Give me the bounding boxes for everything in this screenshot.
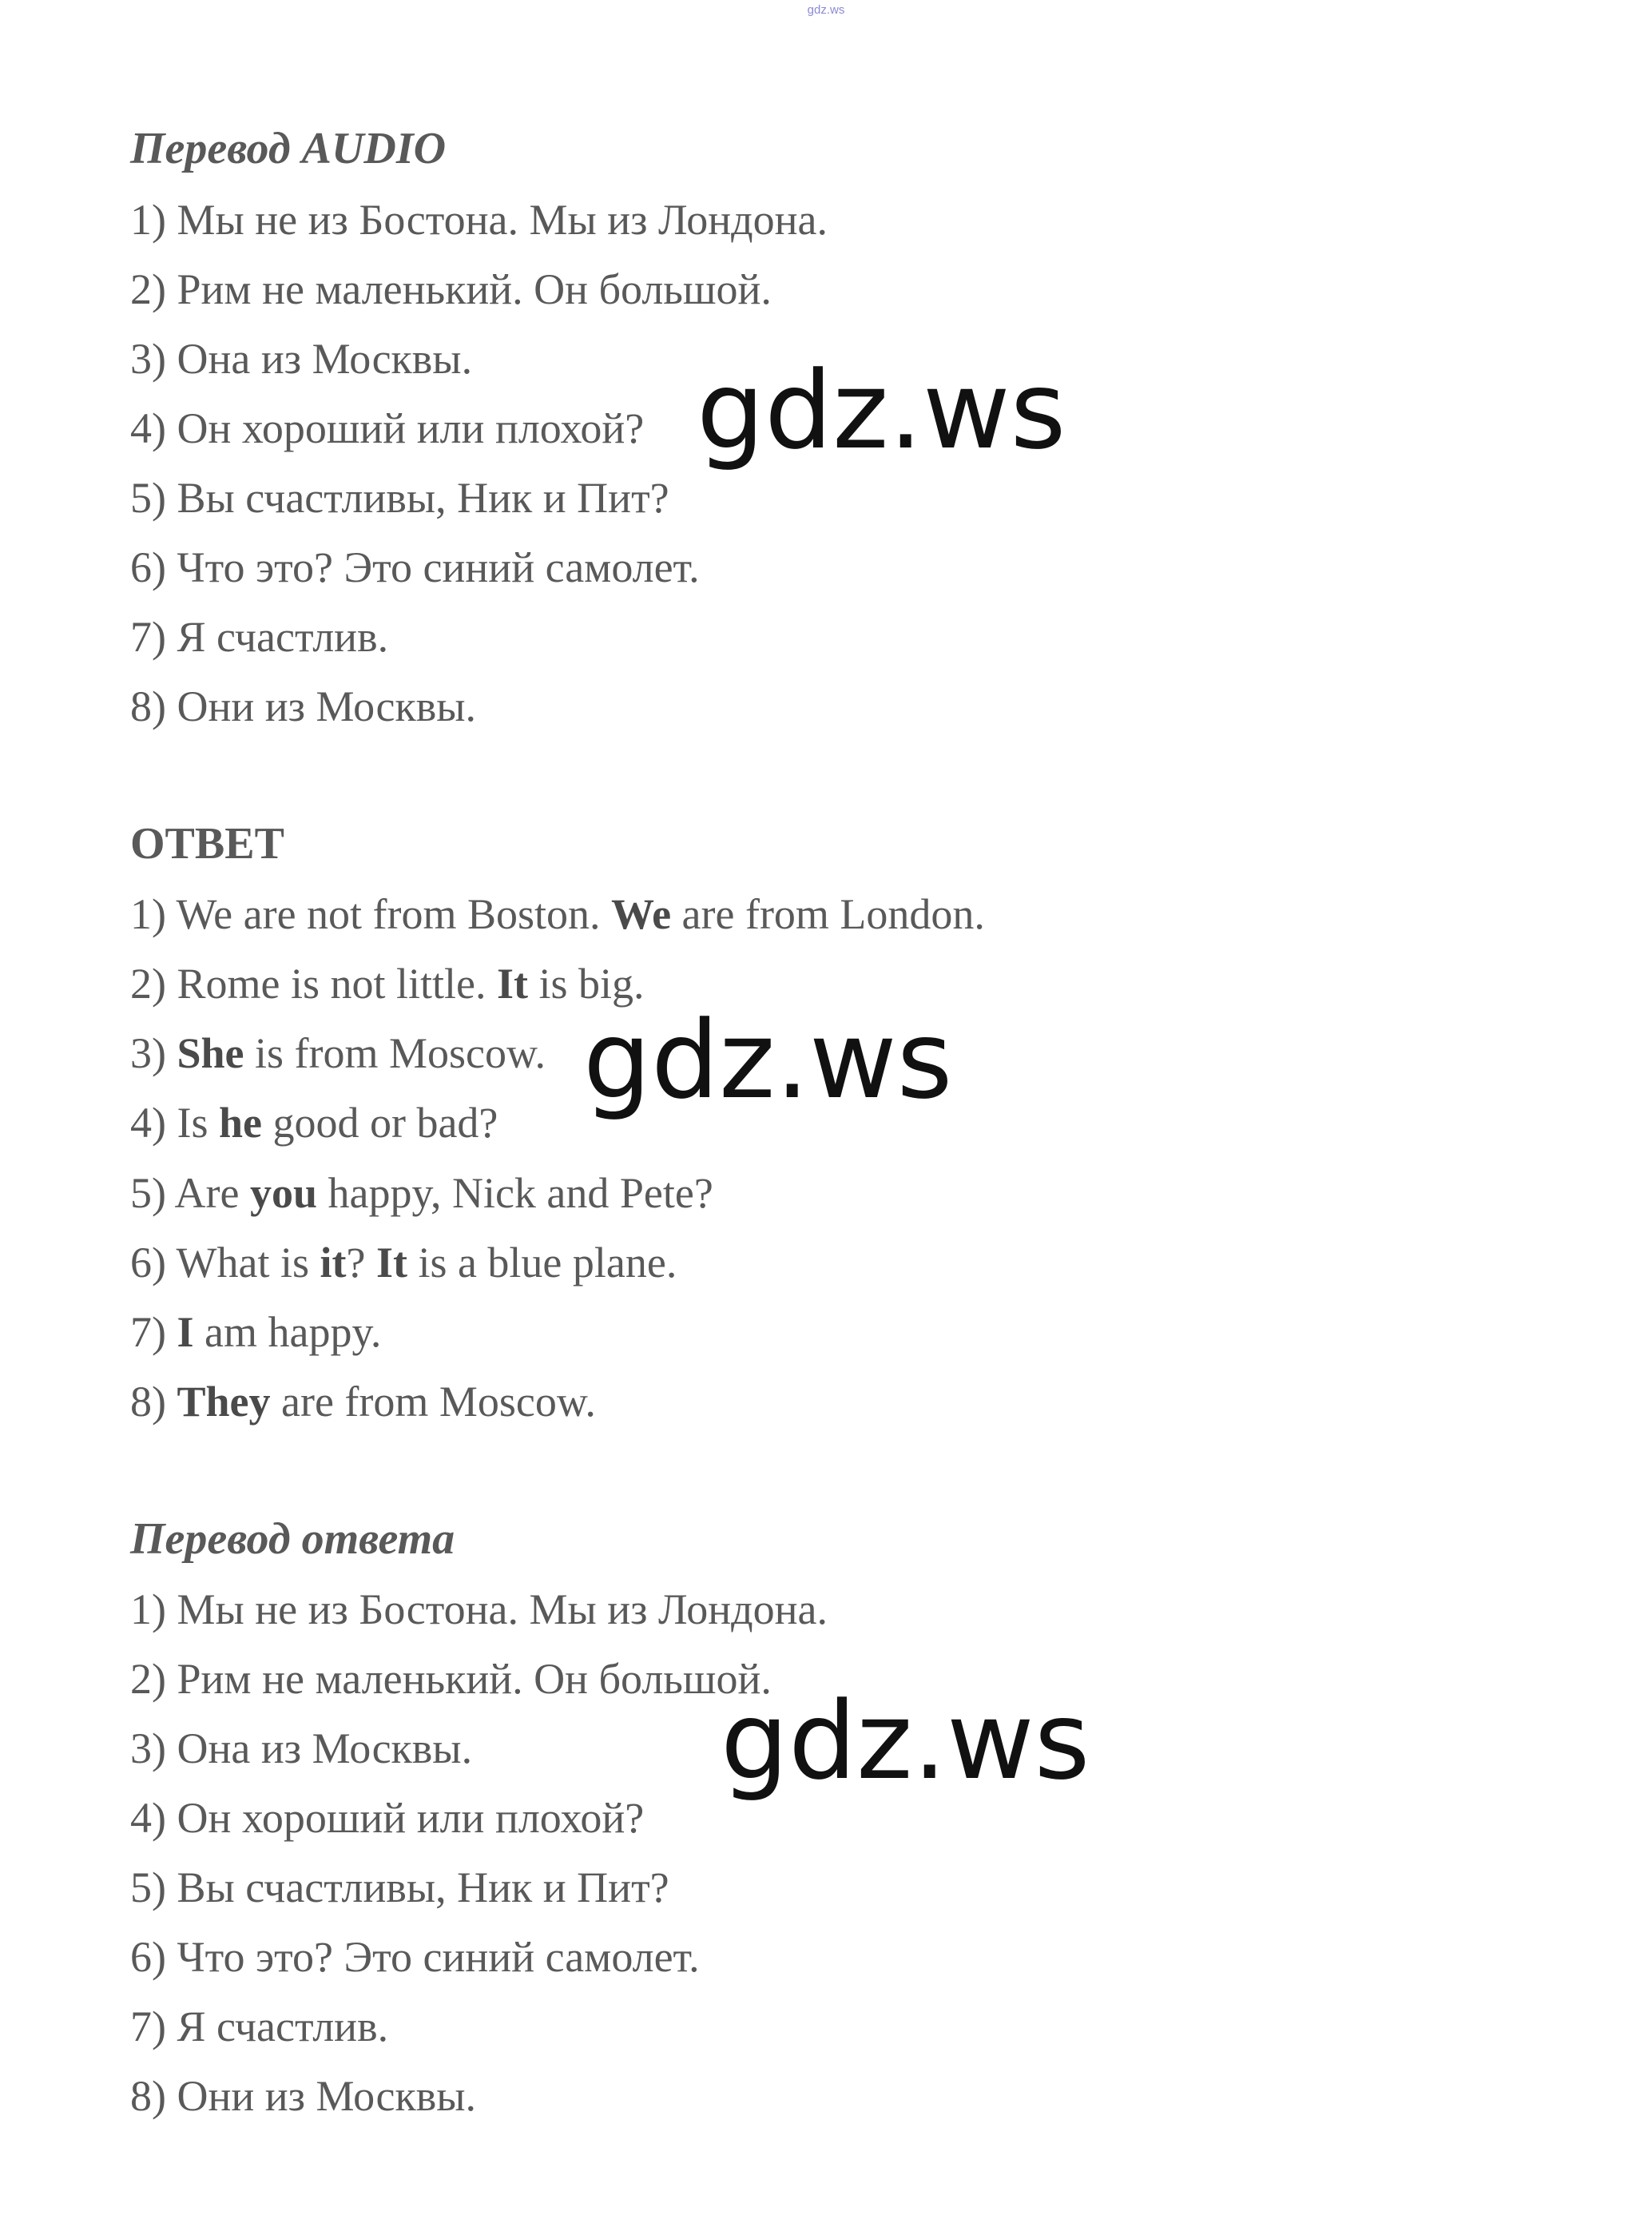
answer-line-8: [130, 1378, 596, 1426]
translation-line-8: 8) Они из Москвы.: [130, 2072, 477, 2120]
answer-text: is big.: [527, 960, 645, 1008]
answer-pronoun: I: [177, 1308, 194, 1356]
translation-line-5: 5) Вы счастливы, Ник и Пит?: [130, 1863, 669, 1911]
watermark-logo-1: gdz.ws: [697, 348, 1066, 473]
answer-line-2: [130, 960, 645, 1008]
section-audio-title: Перевод AUDIO: [130, 124, 447, 173]
audio-line-7: 7) Я счастлив.: [130, 613, 389, 661]
answer-text: good or bad?: [261, 1099, 498, 1147]
answer-pronoun: you: [249, 1169, 317, 1217]
answer-text: 6) What is: [130, 1239, 320, 1287]
audio-line-8: 8) Они из Москвы.: [130, 682, 477, 730]
translation-line-2: 2) Рим не маленький. Он большой.: [130, 1655, 772, 1703]
answer-text: are from London.: [671, 890, 985, 938]
answer-line-7: [130, 1310, 381, 1354]
answer-line-3: [130, 1029, 546, 1077]
section-translation-title: Перевод ответа: [130, 1514, 455, 1564]
answer-text: 5) Are: [130, 1169, 250, 1217]
answer-text: am happy.: [193, 1308, 382, 1356]
answer-pronoun: They: [177, 1378, 271, 1426]
answer-text: are from Moscow.: [270, 1378, 596, 1426]
answer-pronoun: She: [177, 1029, 244, 1077]
audio-line-4: 4) Он хороший или плохой?: [130, 404, 645, 452]
answer-text: 8): [130, 1378, 177, 1426]
audio-line-5: 5) Вы счастливы, Ник и Пит?: [130, 474, 669, 522]
audio-line-3: 3) Она из Москвы.: [130, 335, 473, 383]
answer-pronoun: he: [218, 1099, 262, 1147]
answer-pronoun: It: [375, 1239, 407, 1287]
answer-text: 4) Is: [130, 1099, 219, 1147]
translation-line-1: 1) Мы не из Бостона. Мы из Лондона.: [130, 1585, 828, 1633]
audio-line-2: 2) Рим не маленький. Он большой.: [130, 265, 772, 313]
answer-line-4: [130, 1099, 498, 1147]
answer-text: is from Moscow.: [244, 1029, 546, 1077]
translation-line-7: 7) Я счастлив.: [130, 2002, 389, 2050]
translation-line-6: 6) Что это? Это синий самолет.: [130, 1933, 700, 1981]
answer-text: 2) Rome is not little.: [130, 960, 497, 1008]
section-answer-title: ОТВЕТ: [130, 819, 284, 869]
answer-text: 3): [130, 1029, 177, 1077]
audio-line-1: 1) Мы не из Бостона. Мы из Лондона.: [130, 196, 828, 244]
answer-line-5: [130, 1171, 713, 1215]
answer-line-6: [130, 1239, 677, 1287]
watermark-logo-2: gdz.ws: [583, 998, 953, 1123]
top-watermark-text: gdz.ws: [807, 3, 845, 17]
audio-line-6: 6) Что это? Это синий самолет.: [130, 543, 700, 591]
answer-pronoun: it: [320, 1239, 347, 1287]
answer-line-1: [130, 890, 985, 938]
answer-pronoun: It: [496, 960, 528, 1008]
answer-text: 7): [130, 1308, 177, 1356]
answer-text: happy, Nick and Pete?: [317, 1169, 713, 1217]
translation-line-4: 4) Он хороший или плохой?: [130, 1794, 645, 1842]
answer-text: 1) We are not from Boston.: [130, 890, 612, 938]
answer-text: ?: [346, 1239, 376, 1287]
watermark-logo-3: gdz.ws: [721, 1679, 1090, 1804]
translation-line-3: 3) Она из Москвы.: [130, 1724, 473, 1772]
answer-pronoun: We: [611, 890, 672, 938]
answer-text: is a blue plane.: [407, 1239, 677, 1287]
